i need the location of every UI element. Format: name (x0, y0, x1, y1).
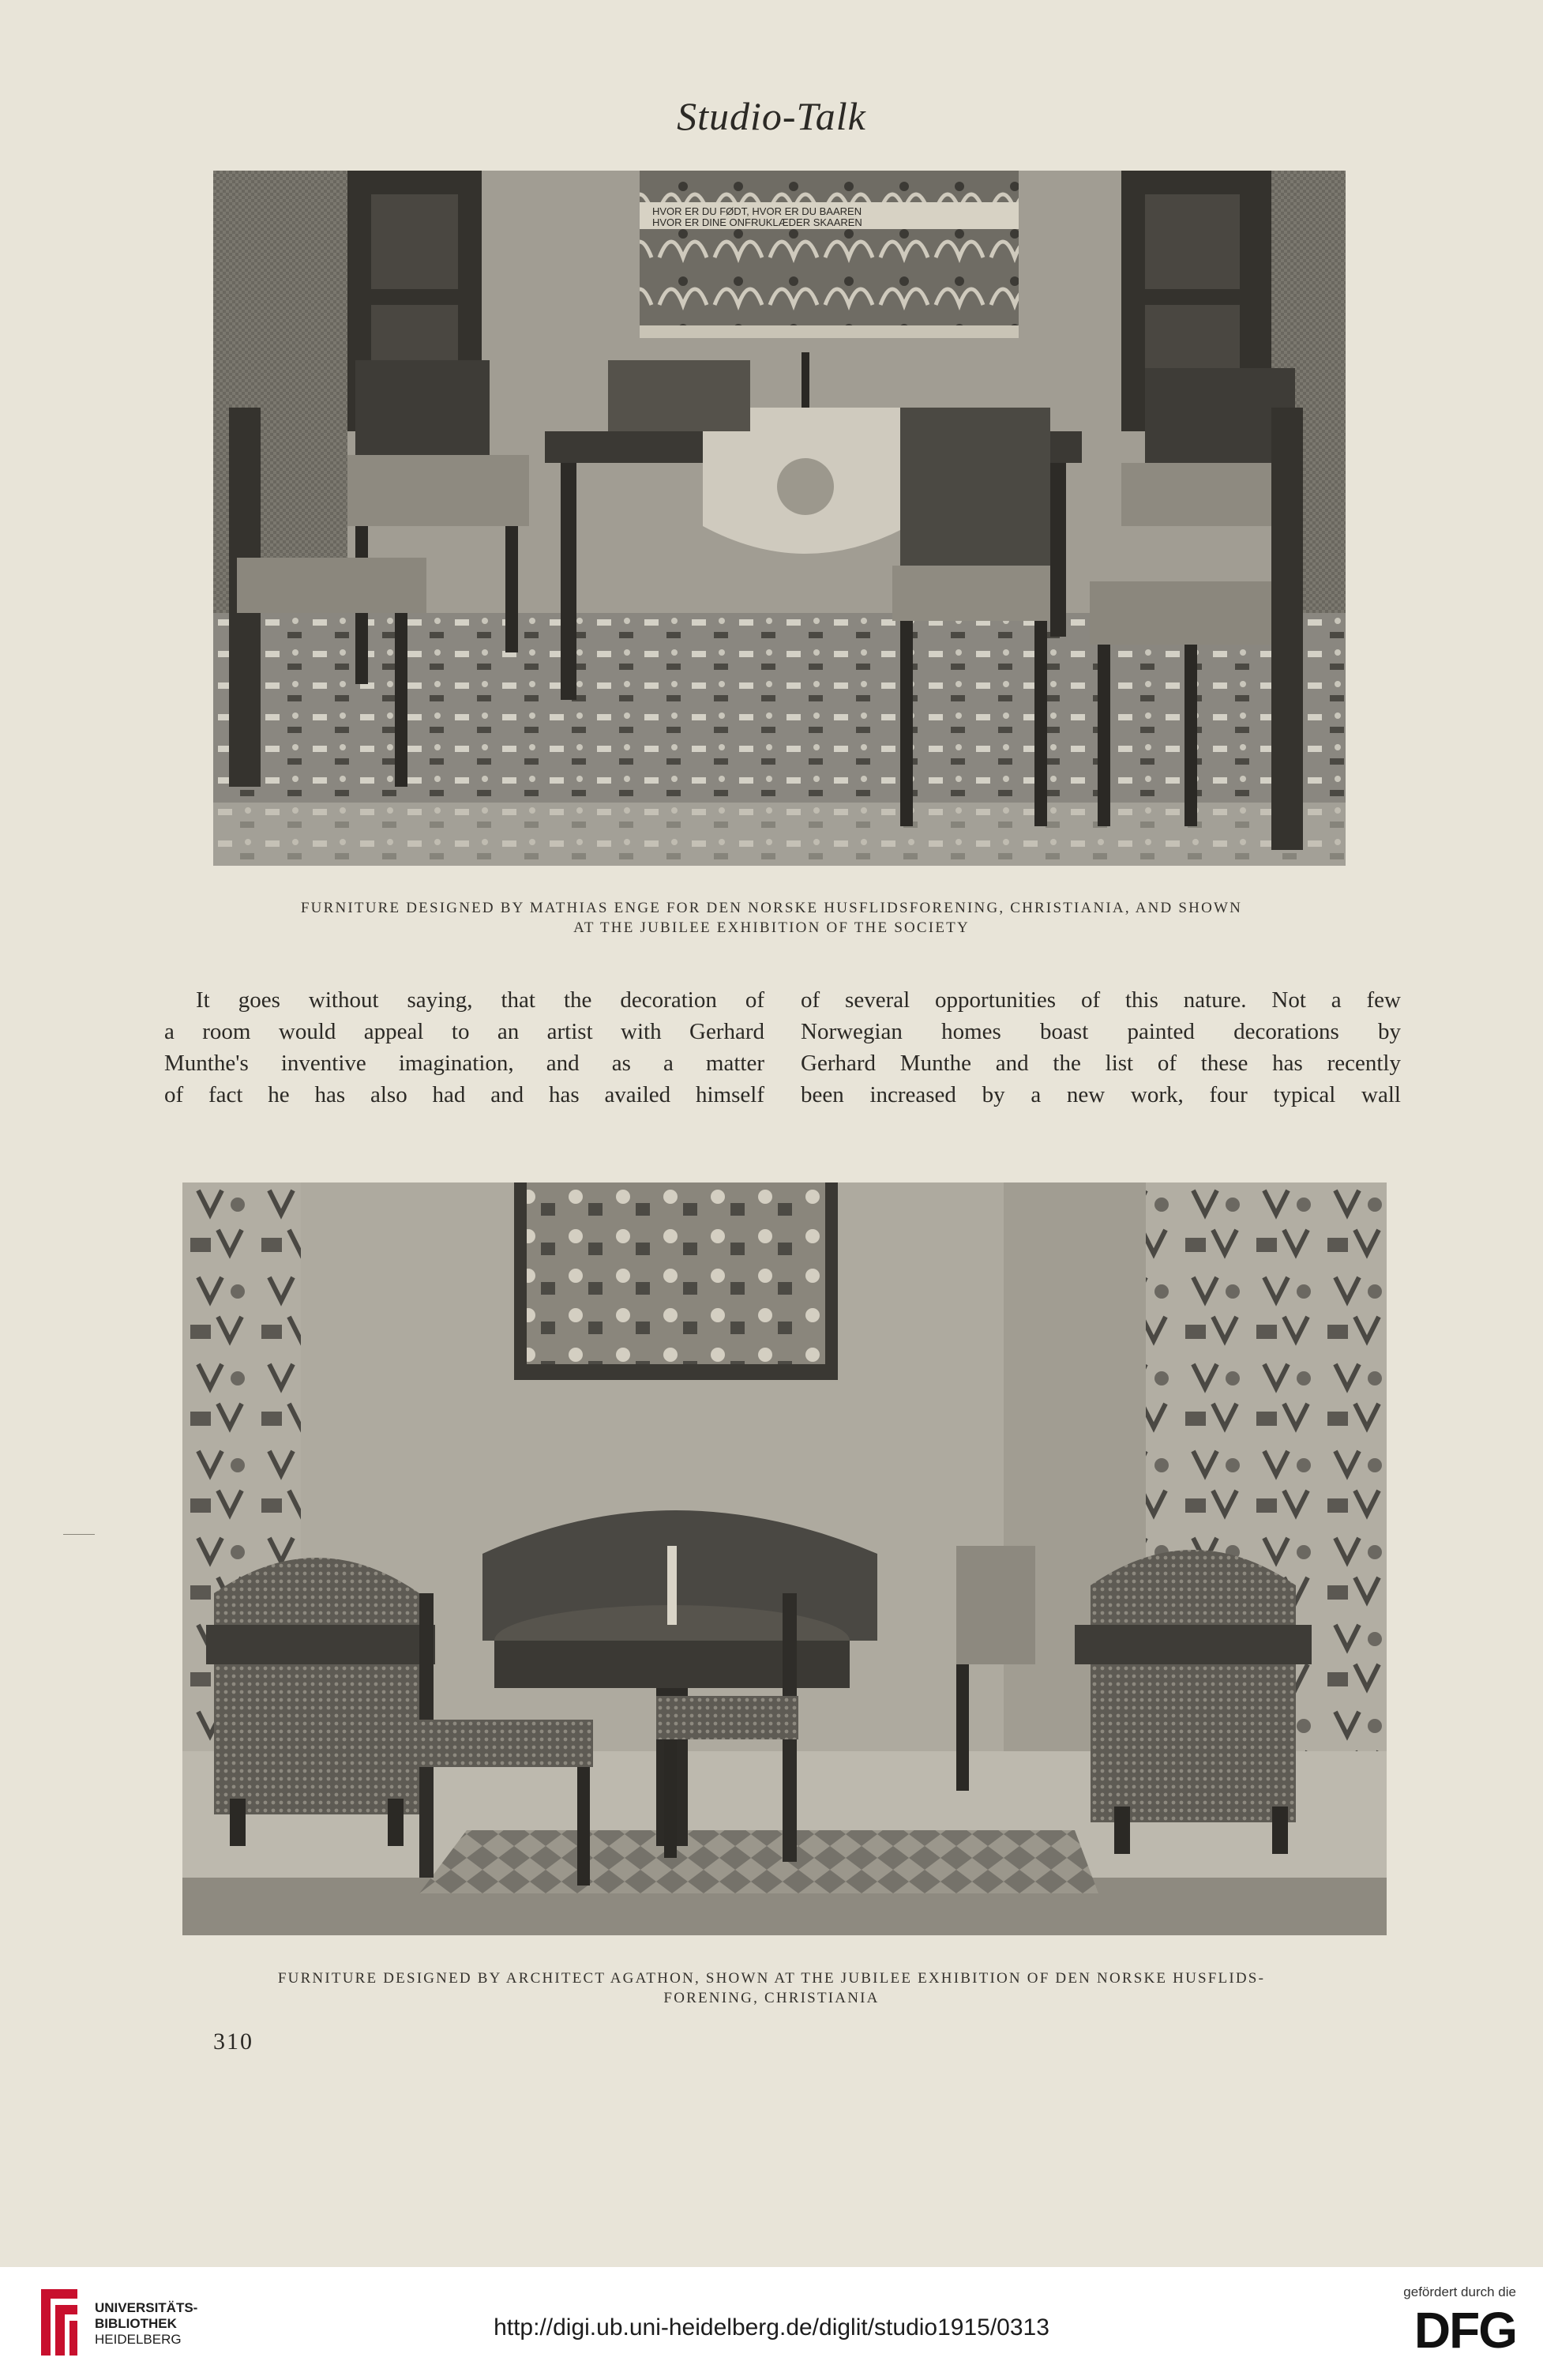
text-line: It goes without saying, that the decoration of (196, 987, 764, 1013)
body-column-right (801, 984, 1401, 1111)
sponsor-label: gefördert durch die (1403, 2284, 1516, 2299)
page-number: 310 (213, 2028, 253, 2055)
text-line: Munthe's inventive imagination, and as a matter (164, 1051, 764, 1076)
text-line: a room would appeal to an artist with Gerhard (164, 1019, 764, 1044)
digitization-footer (0, 2267, 1543, 2380)
caption-figure-1-line-1: FURNITURE DESIGNED BY MATHIAS ENGE FOR DEN NORSKE HUSFLIDSFORENING, CHRISTIANIA, AND SHOWN (300, 900, 1243, 916)
caption-figure-1 (0, 898, 1543, 938)
sponsor (1358, 2284, 1516, 2360)
body-column-left (164, 984, 764, 1111)
library-name-line-1: UNIVERSITÄTS- (95, 2300, 198, 2315)
tapestry-inscription-1: HVOR ER DU FØDT, HVOR ER DU BAAREN (652, 205, 862, 217)
source-url-link[interactable]: http://digi.ub.uni-heidelberg.de/diglit/studio1915/0313 (494, 2314, 1049, 2341)
dfg-logo: DFG (1413, 2302, 1516, 2359)
text-line: of several opportunities of this nature. Not a few (801, 987, 1401, 1013)
running-head: Studio-Talk (677, 94, 866, 138)
margin-mark (63, 1534, 95, 1535)
text-line: Gerhard Munthe and the list of these has recently (801, 1051, 1401, 1076)
library-name-line-3: HEIDELBERG (95, 2332, 182, 2347)
caption-figure-2-line-1: FURNITURE DESIGNED BY ARCHITECT AGATHON, SHOWN AT THE JUBILEE EXHIBITION OF DEN NORSKE HUSFLIDS- (277, 1970, 1266, 1987)
text-line: of fact he has also had and has availed himself (164, 1082, 764, 1107)
library-name-line-2: BIBLIOTHEK (95, 2316, 177, 2331)
text-line: been increased by a new work, four typical wall (801, 1082, 1401, 1107)
photo-sitting-room-furniture (182, 1182, 1387, 1935)
body-text (164, 984, 1401, 1111)
caption-figure-2-line-2: FORENING, CHRISTIANIA (663, 1990, 880, 2006)
tapestry-inscription-2: HVOR ER DINE ONFRUKLÆDER SKAAREN (652, 216, 862, 228)
photo-dining-furniture (213, 171, 1346, 866)
text-line: Norwegian homes boast painted decorations by (801, 1019, 1401, 1044)
caption-figure-1-line-2: AT THE JUBILEE EXHIBITION OF THE SOCIETY (573, 919, 970, 936)
caption-figure-2 (0, 1968, 1543, 2008)
